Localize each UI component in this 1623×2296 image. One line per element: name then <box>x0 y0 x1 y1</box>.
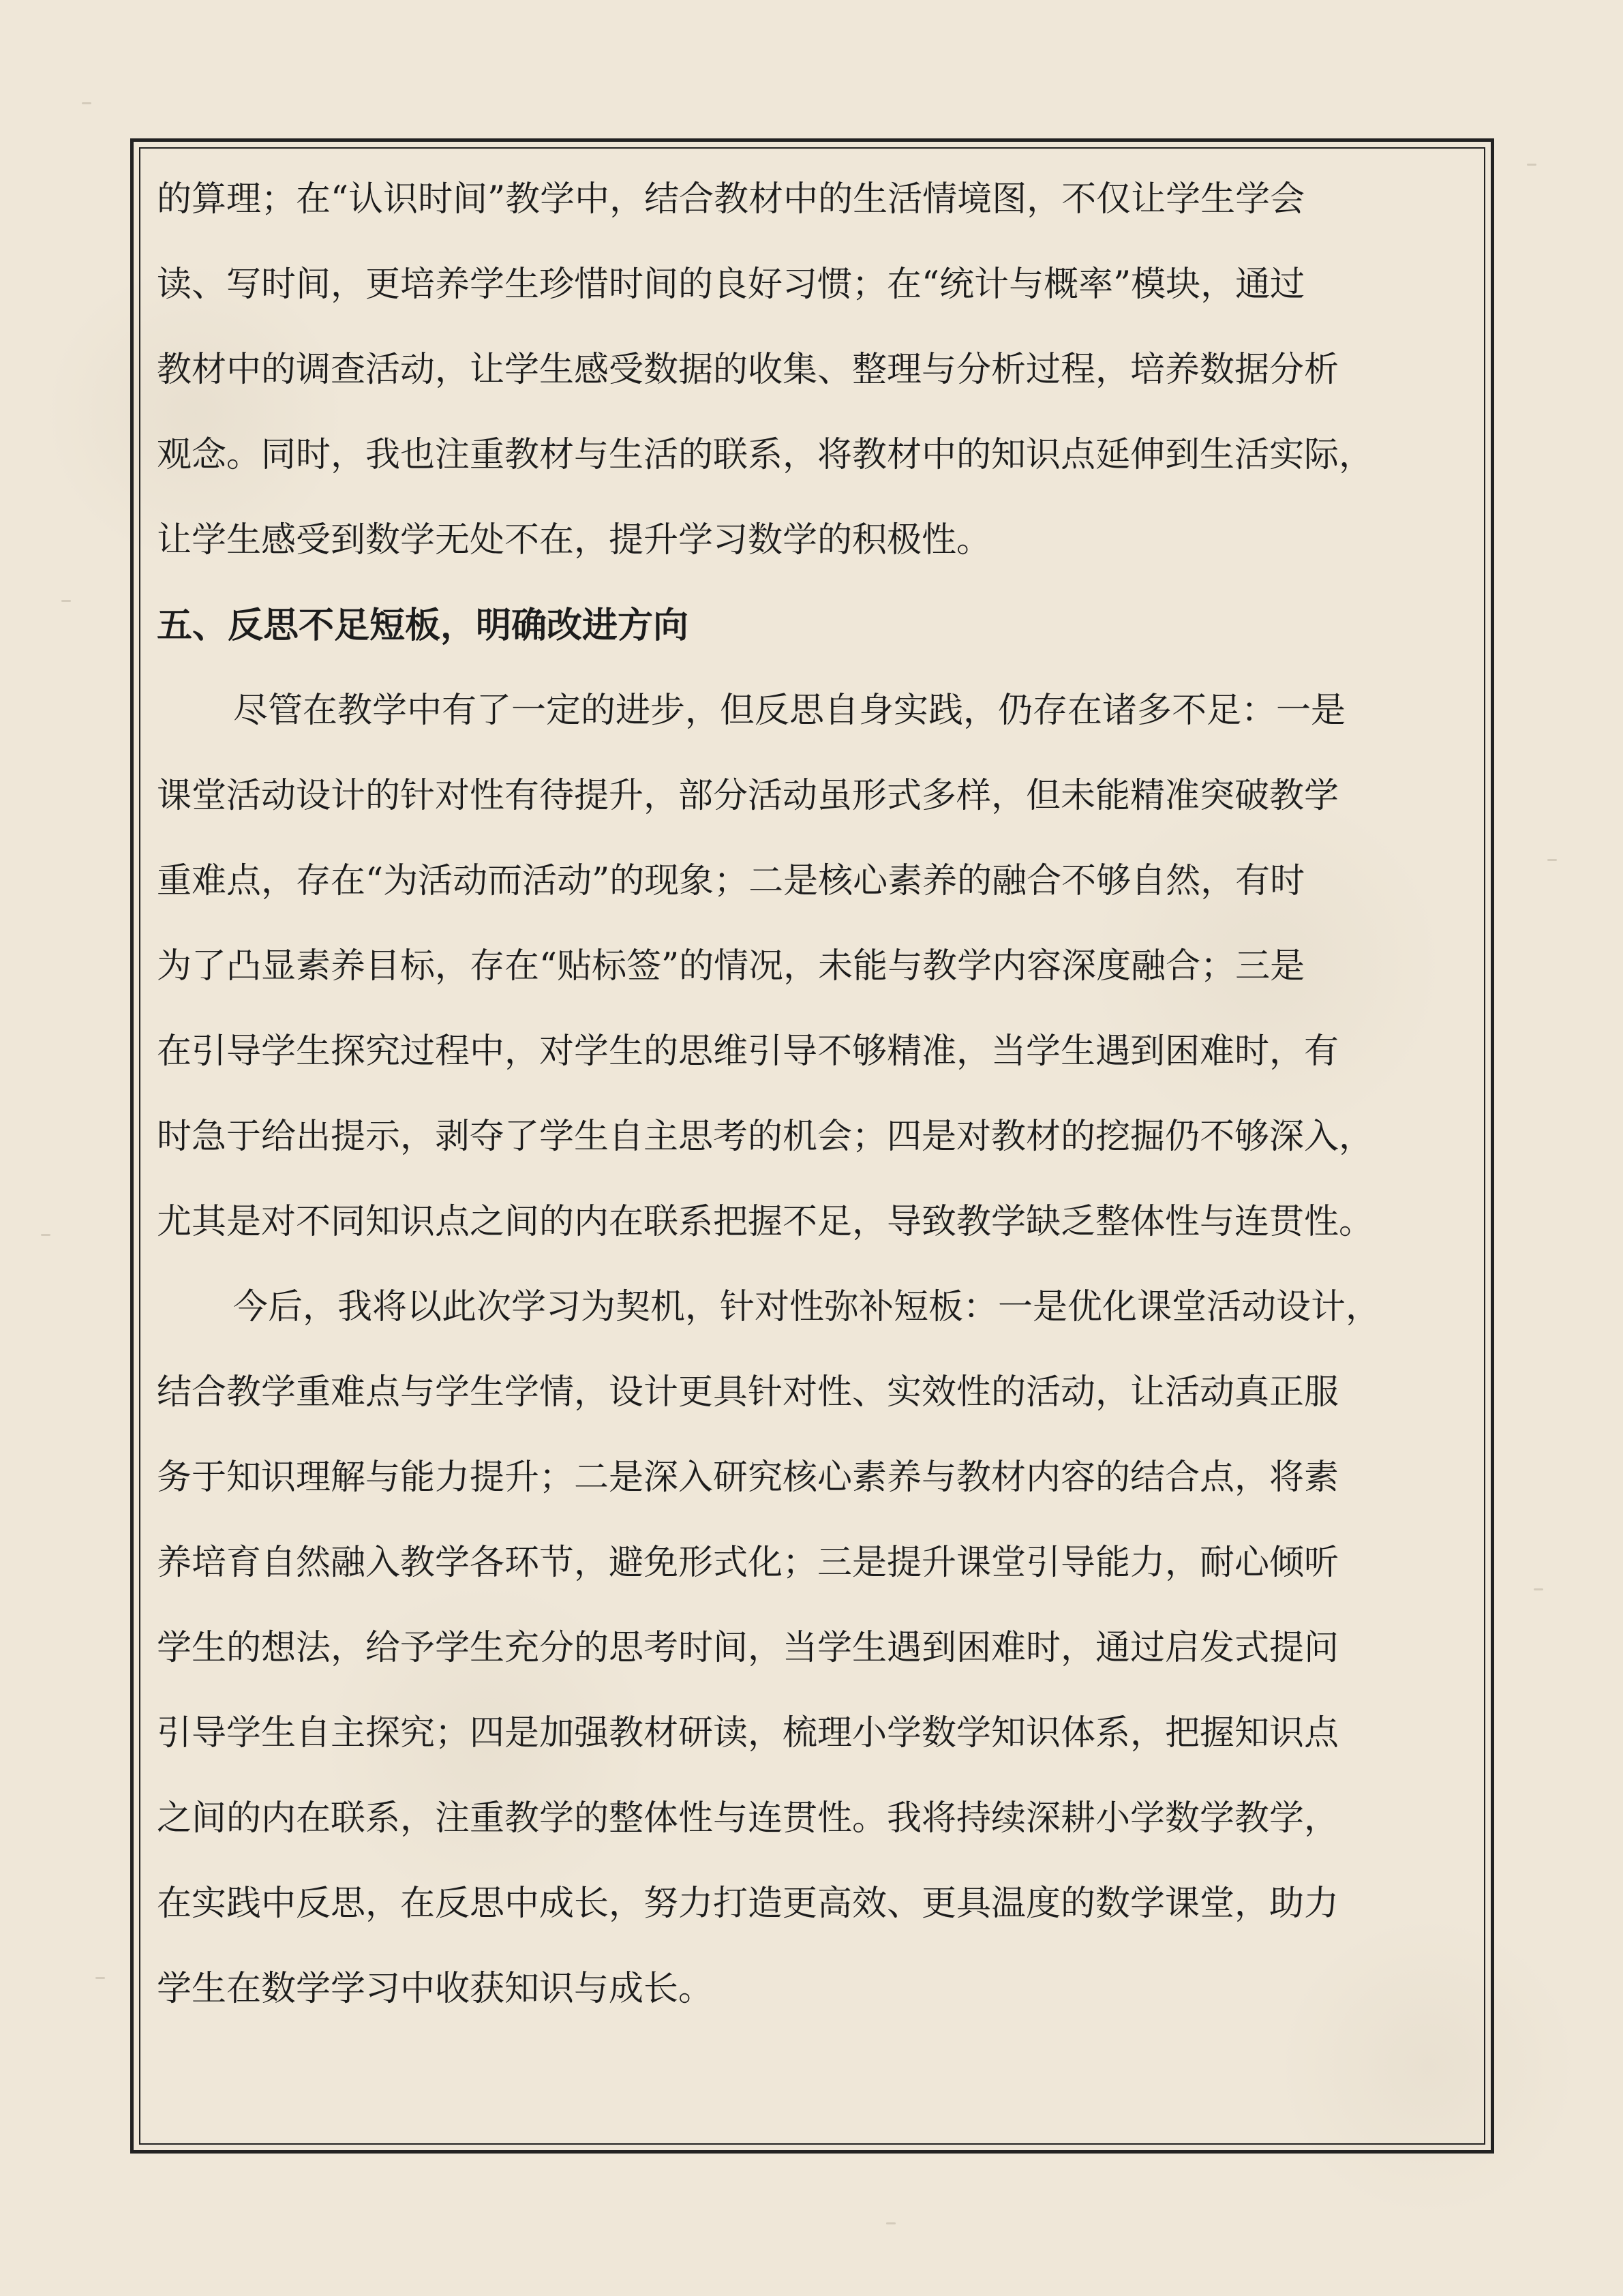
paper-texture-fleck <box>82 102 91 104</box>
text-line: 在实践中反思，在反思中成长，努力打造更高效、更具温度的数学课堂，助力 <box>157 1884 1339 1924</box>
document-body <box>157 157 1469 2031</box>
text-line: 务于知识理解与能力提升；二是深入研究核心素养与教材内容的结合点，将素 <box>157 1457 1339 1498</box>
paper-texture-fleck <box>61 600 71 602</box>
paper-texture-fleck <box>886 2222 896 2224</box>
text-line: 课堂活动设计的针对性有待提升，部分活动虽形式多样，但未能精准突破教学 <box>157 776 1339 816</box>
section-heading: 五、反思不足短板，明确改进方向 <box>157 605 689 646</box>
text-line: 尽管在教学中有了一定的进步，但反思自身实践，仍存在诸多不足：一是 <box>233 691 1346 731</box>
text-line: 的算理；在“认识时间”教学中，结合教材中的生活情境图，不仅让学生学会 <box>157 179 1305 220</box>
paper-texture-fleck <box>1527 164 1536 166</box>
text-line: 为了凸显素养目标，存在“贴标签”的情况，未能与教学内容深度融合；三是 <box>157 946 1305 986</box>
paragraph-plan <box>157 1265 1469 2031</box>
text-line: 尤其是对不同知识点之间的内在联系把握不足，导致教学缺乏整体性与连贯性。 <box>157 1202 1374 1242</box>
paper-texture-fleck <box>1547 859 1557 861</box>
text-line: 让学生感受到数学无处不在，提升学习数学的积极性。 <box>157 520 992 560</box>
text-line: 观念。同时，我也注重教材与生活的联系，将教材中的知识点延伸到生活实际， <box>157 435 1374 475</box>
paragraph-continued <box>157 157 1469 583</box>
text-line: 读、写时间，更培养学生珍惜时间的良好习惯；在“统计与概率”模块，通过 <box>157 265 1305 305</box>
text-line: 学生在数学学习中收获知识与成长。 <box>157 1969 714 2009</box>
text-line: 结合教学重难点与学生学情，设计更具针对性、实效性的活动，让活动真正服 <box>157 1372 1339 1413</box>
paper-texture-fleck <box>95 1977 105 1979</box>
text-line: 时急于给出提示，剥夺了学生自主思考的机会；四是对教材的挖掘仍不够深入， <box>157 1117 1374 1157</box>
paragraph-reflection <box>157 668 1469 1265</box>
text-line: 引导学生自主探究；四是加强教材研读，梳理小学数学知识体系，把握知识点 <box>157 1713 1339 1753</box>
text-line: 学生的想法，给予学生充分的思考时间，当学生遇到困难时，通过启发式提问 <box>157 1628 1339 1668</box>
paper-texture-fleck <box>41 1234 50 1236</box>
text-line: 重难点，存在“为活动而活动”的现象；二是核心素养的融合不够自然，有时 <box>157 861 1305 901</box>
text-line: 在引导学生探究过程中，对学生的思维引导不够精准，当学生遇到困难时，有 <box>157 1031 1339 1072</box>
paper-texture-fleck <box>1534 1588 1543 1590</box>
text-line: 今后，我将以此次学习为契机，针对性弥补短板：一是优化课堂活动设计， <box>233 1287 1381 1327</box>
text-line: 之间的内在联系，注重教学的整体性与连贯性。我将持续深耕小学数学教学， <box>157 1798 1339 1839</box>
text-line: 教材中的调查活动，让学生感受数据的收集、整理与分析过程，培养数据分析 <box>157 350 1339 390</box>
text-line: 养培育自然融入教学各环节，避免形式化；三是提升课堂引导能力，耐心倾听 <box>157 1543 1339 1583</box>
